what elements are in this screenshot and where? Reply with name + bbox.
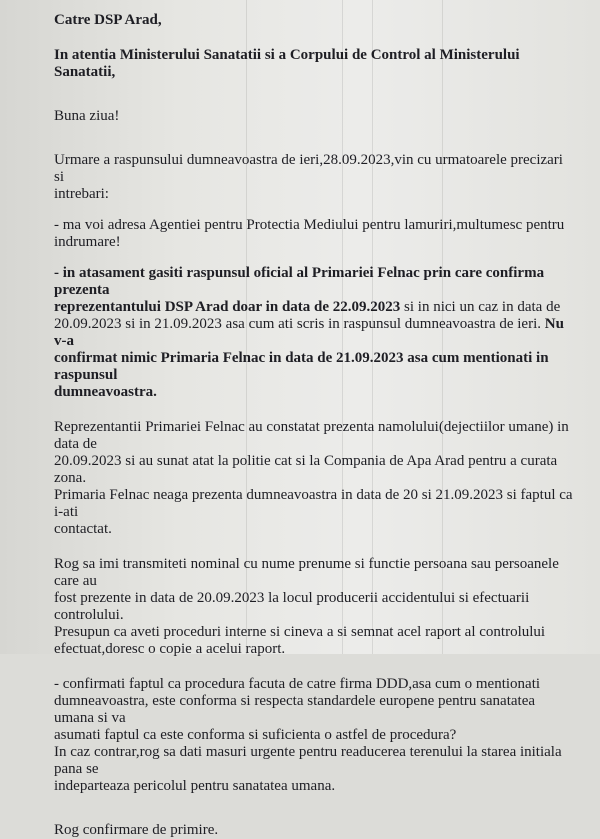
- letter-paragraph-procedure: [54, 676, 576, 795]
- text-line: - ma voi adresa Agentiei pentru Protectia Mediului pentru lamuriri,multumesc pentru: [54, 217, 565, 233]
- bold-phrase: Nu v-a: [54, 316, 564, 349]
- letter-closing: Rog confirmare de primire.: [54, 822, 219, 838]
- letter-point-attachment: [54, 265, 576, 401]
- text-line: Reprezentantii Primariei Felnac au constatat prezenta namolului(dejectiilor umane) in data de: [54, 419, 569, 452]
- text-line: dumneavoastra.: [54, 384, 157, 400]
- text-line: In caz contrar,rog sa dati masuri urgente pentru readucerea terenului la starea initiala pana se: [54, 744, 562, 777]
- text-line: contactat.: [54, 521, 112, 537]
- text-line: - in atasament gasiti raspunsul oficial al Primariei Felnac prin care confirma prezenta: [54, 265, 545, 298]
- text-line: [54, 316, 576, 350]
- text-line: fost prezente in data de 20.09.2023 la locul producerii accidentului si efectuarii controlului.: [54, 590, 530, 623]
- text-fragment: 20.09.2023 si in 21.09.2023 asa cum ati scris in raspunsul dumneavoastra de ieri.: [54, 316, 545, 332]
- text-line: confirmat nimic Primaria Felnac in data de 21.09.2023 asa cum mentionati in raspunsul: [54, 350, 549, 383]
- letter-intro-paragraph: [54, 152, 576, 203]
- text-line: intrebari:: [54, 186, 109, 202]
- text-line: [54, 299, 576, 316]
- text-line: - confirmati faptul ca procedura facuta de catre firma DDD,asa cum o mentionati: [54, 676, 541, 692]
- paper-crease-line: [246, 0, 247, 654]
- letter-recipient: Catre DSP Arad,: [54, 12, 162, 28]
- text-line: Rog sa imi transmiteti nominal cu nume prenume si functie persoana sau persoanele care au: [54, 556, 559, 589]
- text-line: efectuat,doresc o copie a acelui raport.: [54, 641, 286, 657]
- paper-crease-line: [442, 0, 443, 654]
- text-line: dumneavoastra, este conforma si respecta standardele europene pentru sanatatea umana si va: [54, 693, 536, 726]
- letter-attention-line: In atentia Ministerului Sanatatii si a Corpului de Control al Ministerului Sanatatii,: [54, 47, 520, 80]
- letter-greeting: Buna ziua!: [54, 108, 120, 124]
- letter-paragraph-request: [54, 556, 576, 658]
- text-fragment: si in nici un caz in data de: [400, 299, 561, 315]
- letter-paragraph-felnac: [54, 419, 576, 538]
- text-line: 20.09.2023 si au sunat atat la politie cat si la Compania de Apa Arad pentru a curata zona.: [54, 453, 558, 486]
- text-line: asumati faptul ca este conforma si suficienta o astfel de procedura?: [54, 727, 457, 743]
- letter-point-agency: [54, 217, 576, 251]
- text-line: indrumare!: [54, 234, 121, 250]
- text-line: Urmare a raspunsului dumneavoastra de ieri,28.09.2023,vin cu urmatoarele precizari si: [54, 152, 563, 185]
- paper-crease-line: [342, 0, 343, 654]
- bold-phrase: reprezentantului DSP Arad doar in data de 22.09.2023: [54, 299, 401, 315]
- text-line: indeparteaza pericolul pentru sanatatea umana.: [54, 778, 336, 794]
- paper-crease-line: [372, 0, 373, 654]
- text-line: Presupun ca aveti proceduri interne si cineva a si semnat acel raport al controlului: [54, 624, 546, 640]
- text-line: Primaria Felnac neaga prezenta dumneavoastra in data de 20 si 21.09.2023 si faptul ca i-ati: [54, 487, 573, 520]
